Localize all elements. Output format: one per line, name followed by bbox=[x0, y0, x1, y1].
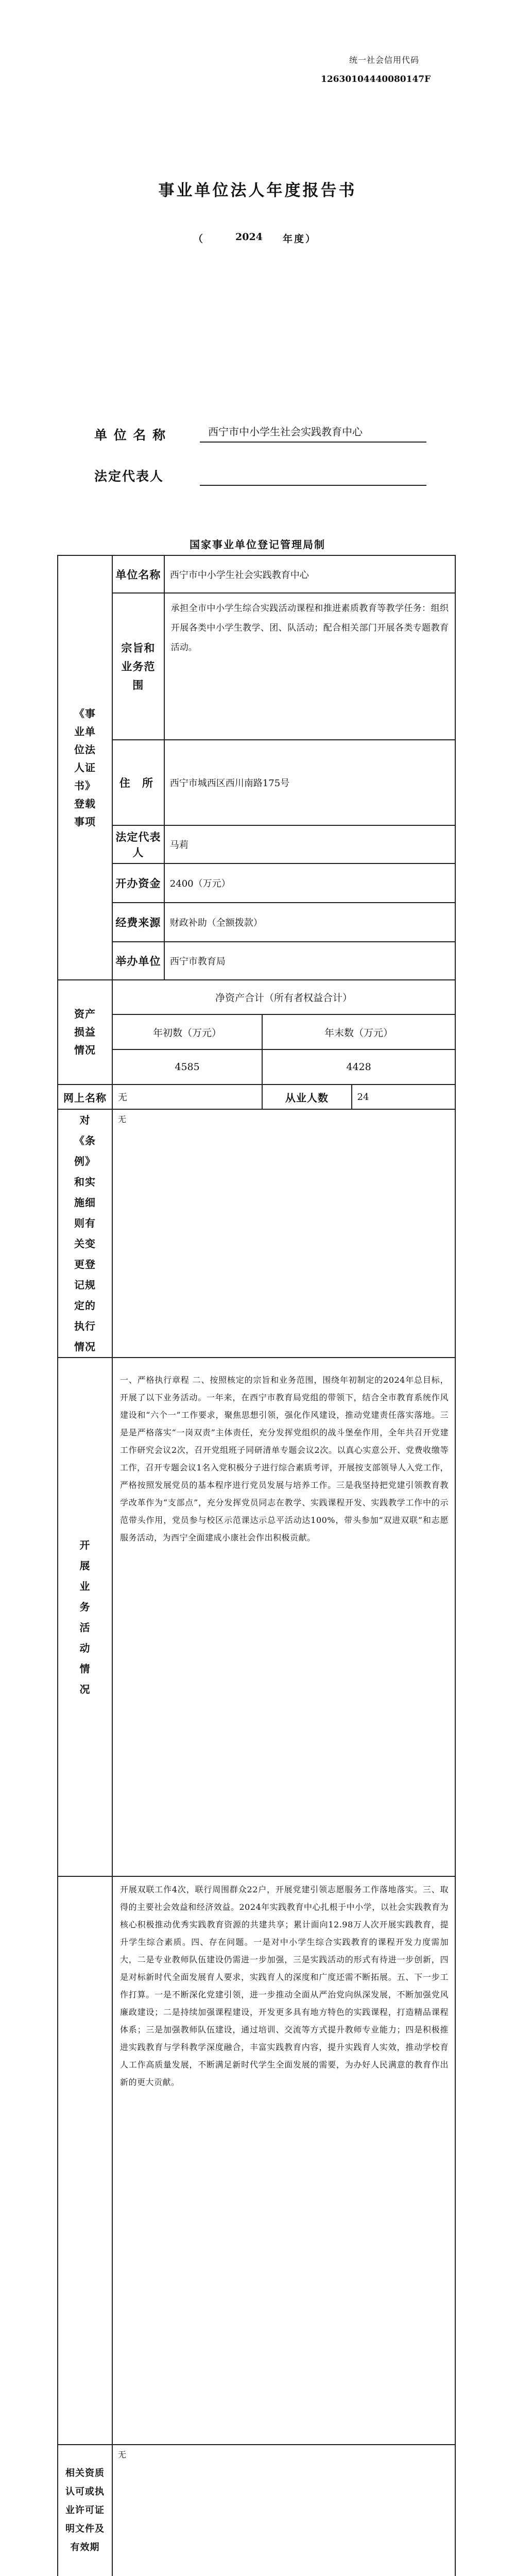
cover-legal-rep-label: 法定代表人 bbox=[94, 469, 164, 484]
cover-legal-rep bbox=[200, 466, 426, 486]
regulations-value: 无 bbox=[112, 1109, 455, 1358]
activities-text-part2: 开展双联工作4次，联行周围群众22户，开展党建引领志愿服务工作落地落实。三、取得的主要社会效益和经济效益。2024年实践教育中心扎根于中小学，以社会实践教育为核心积极推动优秀实践教育资源的共建共享；累计面向12.98万人次开展实践教育，提升学生综合素质。四、存在问题。一是对中小学生综合实践教育的课程开发力度需加大，二是专业教师队伍建设仍需进一步加强，三是实践活动的形式有待进一步创新，四是对标新时代全面发展育人要求，实践育人的深度和广度还需不断拓展。五、下一步工作打算。一是不断深化党建引领，进一步推动全面从严治党向纵深发展，不断加强党风廉政建设；二是持续加强课程建设，开发更多具有地方特色的实践课程，打造精品课程体系；三是加强教师队伍建设，通过培训、交流等方式提升教师专业能力；四是积极推进实践教育与学科教学深度融合，丰富实践教育内容，提升实践育人实效，推动学校育人工作高质量发展，不断满足新时代学生全面发展的需要，为办好人民满意的教育作出新的更大贡献。 bbox=[112, 1876, 455, 2445]
credit-code: 12630104440080147F bbox=[321, 74, 431, 84]
assets-section-label: 资产损益情况 bbox=[58, 980, 112, 1084]
purpose-value: 承担全市中小学生综合实践活动课程和推进素质教育等教学任务：组织开展各类中小学生教学、团、队活动；配合相关部门开展各类专题教育活动。 bbox=[164, 593, 455, 740]
unit-name-label: 单位名称 bbox=[112, 555, 164, 593]
year-close: 年度） bbox=[283, 233, 317, 245]
assets-begin-label: 年初数（万元） bbox=[112, 1014, 262, 1049]
legal-rep-value: 马莉 bbox=[164, 825, 455, 863]
address-label: 住 所 bbox=[112, 740, 164, 825]
address-value: 西宁市城西区西川南路175号 bbox=[164, 740, 455, 825]
activities-text-part1: 一、严格执行章程 二、按照核定的宗旨和业务范围，围绕年初制定的2024年总目标，开展了以下业务活动。一年来，在西宁市教育局党组的带领下，结合全市教育系统作风建设和“六个一”工作要求，聚焦思想引领，强化作风建设，推动党建责任落实落地。三是是严格落实“一岗双责”主体责任，充分发挥党组织的战斗堡垒作用，全年共召开党建工作研究会议2次，召开党组班子同研清单专题会议2次。以真心实意公开、党费收缴等工作，召开专题会议1名入党积极分子进行综合素质考评，开展按支部领导人入党工作，严格按照发展党员的基本程序进行党员发展与培养工作。三是我坚持把党建引领教育教学改革作为“支部点”，充分发挥党员同志在教学、实践课程开发、实践教学工作中的示范带头作用，党员参与校区示范课达示总平活动达100%，带头参加“双进双联”和志愿服务活动，为西宁全面建成小康社会作出积极贡献。 bbox=[112, 1358, 455, 1876]
staff-value: 24 bbox=[352, 1084, 455, 1109]
sponsor-value: 西宁市教育局 bbox=[164, 942, 455, 980]
staff-label: 从业人数 bbox=[262, 1084, 351, 1109]
cover-unit-name-label: 单 位 名 称 bbox=[94, 428, 167, 443]
assets-end-value: 4428 bbox=[262, 1049, 455, 1084]
capital-value: 2400（万元） bbox=[164, 863, 455, 903]
activities-label: 开展业务活动情况 bbox=[58, 1358, 112, 1876]
funding-value: 财政补助（全额拨款） bbox=[164, 903, 455, 942]
funding-label: 经费来源 bbox=[112, 903, 164, 942]
report-title: 事业单位法人年度报告书 bbox=[158, 181, 357, 200]
unit-name-value: 西宁市中小学生社会实践教育中心 bbox=[164, 555, 455, 593]
report-year: 2024 bbox=[235, 231, 263, 243]
assets-header: 净资产合计（所有者权益合计） bbox=[112, 980, 455, 1014]
cover-unit-name: 西宁市中小学生社会实践教育中心 bbox=[200, 424, 426, 443]
licenses-value: 无 bbox=[112, 2445, 455, 2576]
credit-code-label: 统一社会信用代码 bbox=[349, 55, 420, 65]
website-value: 无 bbox=[112, 1084, 262, 1109]
licenses-label: 相关资质认可或执业许可证明文件及有效期 bbox=[58, 2445, 112, 2576]
activities-label-continued bbox=[58, 1876, 112, 2445]
regulations-label: 对《条例》和实施细则有关变更登记规定的执行情况 bbox=[58, 1109, 112, 1358]
assets-end-label: 年末数（万元） bbox=[262, 1014, 455, 1049]
year-open: （ bbox=[193, 233, 203, 245]
capital-label: 开办资金 bbox=[112, 863, 164, 903]
legal-rep-label: 法定代表人 bbox=[112, 825, 164, 863]
report-form bbox=[57, 555, 456, 2576]
purpose-label: 宗旨和业务范围 bbox=[112, 593, 164, 740]
sponsor-label: 举办单位 bbox=[112, 942, 164, 980]
website-label: 网上名称 bbox=[58, 1084, 112, 1109]
assets-begin-value: 4585 bbox=[112, 1049, 262, 1084]
authority: 国家事业单位登记管理局制 bbox=[190, 538, 325, 551]
cert-section-label: 《事业单位法人证书》登载事项 bbox=[58, 555, 112, 980]
